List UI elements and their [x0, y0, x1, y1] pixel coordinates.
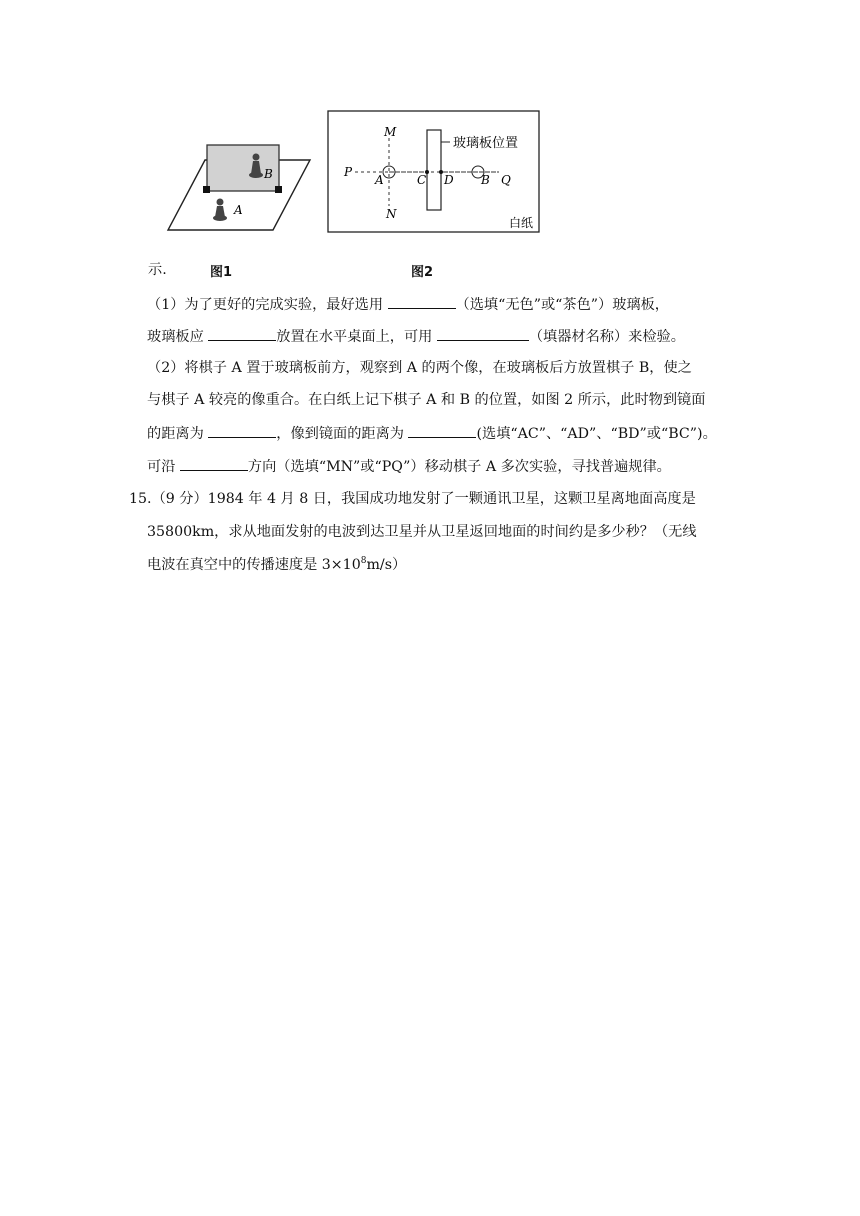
fig1-label-a: A	[234, 203, 243, 217]
figure-1	[165, 140, 315, 236]
chess-piece-a	[213, 199, 227, 222]
answer-blank-6[interactable]	[180, 456, 248, 471]
answer-blank-4[interactable]	[208, 423, 276, 438]
white-paper-label: 白纸	[509, 216, 534, 230]
fig2-label-p: P	[344, 165, 353, 179]
question-1-line-1: （1）为了更好的完成实验，最好选用 （选填“无色”或“茶色”）玻璃板，	[147, 294, 669, 315]
answer-blank-2[interactable]	[208, 326, 276, 341]
fig2-label-b: B	[481, 173, 490, 187]
figure-2	[327, 110, 541, 234]
glass-position	[427, 130, 441, 210]
fig1-label-b: B	[264, 167, 273, 181]
question-2-line-3: 的距离为 ，像到镜面的距离为 (选填“AC”、“AD”、“BD”或“BC”)。	[147, 423, 717, 444]
fig2-label-a: A	[375, 173, 384, 187]
glass-position-label: 玻璃板位置	[453, 136, 519, 151]
figure-2-caption: 图2	[411, 265, 434, 280]
question-15-line-2: 35800km，求从地面发射的电波到达卫星并从卫星返回地面的时间约是多少秒？（无线	[147, 524, 697, 540]
question-1-line-2: 玻璃板应 放置在水平桌面上，可用 （填器材名称）来检验。	[147, 326, 685, 347]
question-15-line-3: 电波在真空中的传播速度是 $3\times 10^8m/s$）	[147, 556, 407, 573]
fig2-label-d: D	[444, 173, 454, 187]
question-2-line-1: （2）将棋子 A 置于玻璃板前方，观察到 A 的两个像，在玻璃板后方放置棋子 B，使之	[147, 360, 692, 376]
point-d	[439, 170, 443, 174]
answer-blank-3[interactable]	[437, 326, 529, 341]
fig2-label-q: Q	[501, 173, 511, 187]
shi-text: 示.	[148, 262, 167, 278]
answer-blank-5[interactable]	[408, 423, 476, 438]
fig2-label-c: C	[417, 173, 427, 187]
fig2-label-n: N	[386, 207, 397, 221]
fig2-label-m: M	[384, 125, 397, 139]
answer-blank-1[interactable]	[388, 294, 456, 309]
question-2-line-2: 与棋子 A 较亮的像重合。在白纸上记下棋子 A 和 B 的位置，如图 2 所示，此时物到镜面	[147, 392, 706, 408]
question-2-line-4: 可沿 方向（选填“MN”或“PQ”）移动棋子 A 多次实验，寻找普遍规律。	[147, 456, 671, 477]
figure-1-caption: 图1	[210, 265, 233, 280]
question-15-line-1: 15.（9 分）1984 年 4 月 8 日，我国成功地发射了一颗通讯卫星，这颗卫星离地面高度是	[129, 491, 696, 507]
